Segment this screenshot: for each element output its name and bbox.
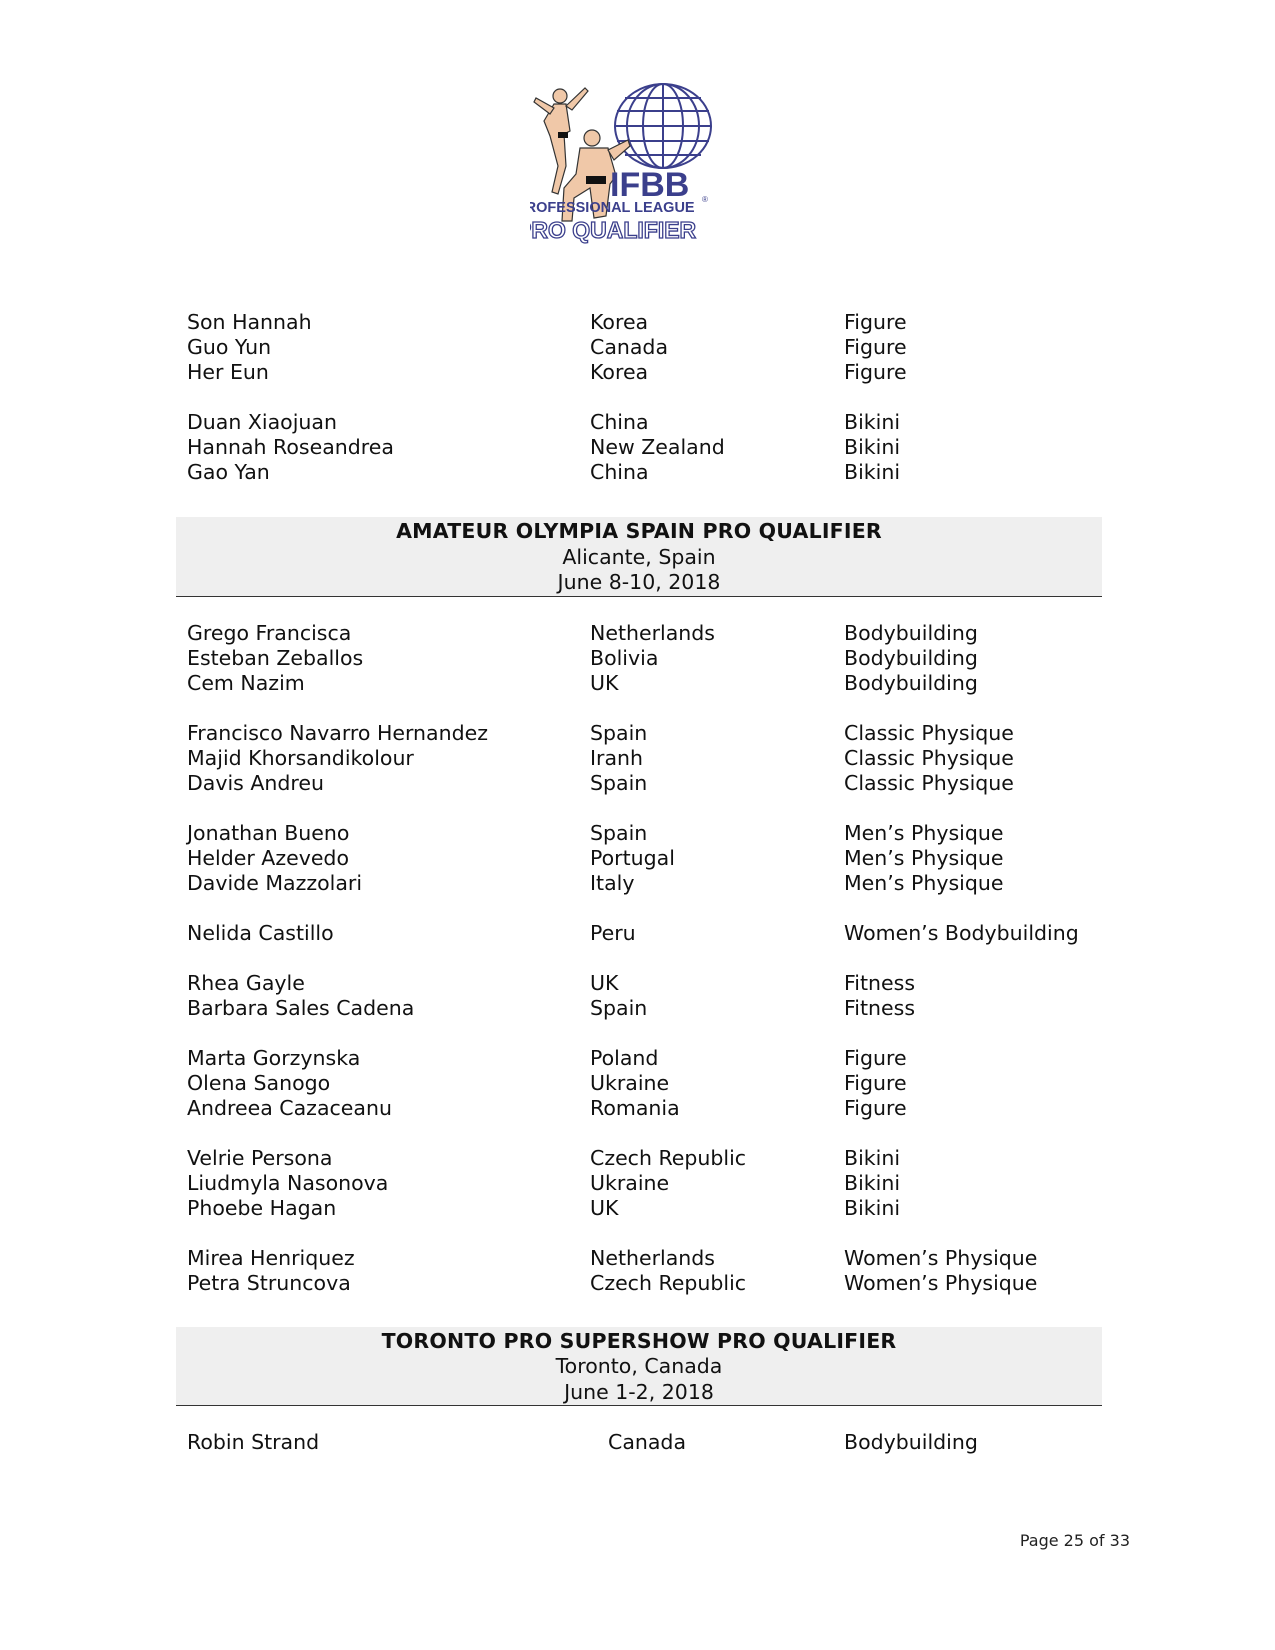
competitor-division: Women’s Bodybuilding: [844, 920, 1079, 945]
result-group: [176, 1046, 1102, 1121]
competitor-division: Men’s Physique: [844, 870, 1004, 895]
competitor-division: Bikini: [844, 1195, 901, 1220]
logo-graphic: [530, 76, 746, 252]
competitor-country: New Zealand: [590, 435, 725, 459]
table-row: [176, 771, 1102, 796]
page-number: Page 25 of 33: [1019, 1531, 1130, 1550]
competitor-name: Robin Strand: [187, 1430, 320, 1454]
competitor-name: Petra Struncova: [187, 1270, 351, 1295]
competitor-name: Mirea Henriquez: [187, 1245, 355, 1270]
competitor-division: Men’s Physique: [844, 820, 1004, 845]
competitor-country: Spain: [590, 820, 648, 845]
group-spacer: [176, 696, 1102, 721]
competitor-name: Grego Francisca: [187, 620, 352, 645]
group-spacer: [176, 1121, 1102, 1146]
event-header: [176, 1327, 1102, 1407]
competitor-name: Majid Khorsandikolour: [187, 745, 414, 770]
group-spacer: [176, 796, 1102, 821]
event2-results: [176, 1430, 1102, 1455]
group-spacer: [176, 385, 1102, 410]
table-row: [176, 846, 1102, 871]
competitor-division: Bikini: [844, 410, 901, 434]
event-location: Alicante, Spain: [562, 544, 716, 569]
group-spacer: [176, 896, 1102, 921]
competitor-country: China: [590, 460, 649, 484]
competitor-division: Figure: [844, 1095, 907, 1120]
event-title: TORONTO PRO SUPERSHOW PRO QUALIFIER: [381, 1328, 897, 1353]
event-header: [176, 517, 1102, 597]
event-date: June 1-2, 2018: [564, 1379, 714, 1404]
event-location: Toronto, Canada: [555, 1354, 723, 1378]
competitor-country: UK: [590, 1195, 619, 1220]
competitor-country: UK: [590, 970, 619, 995]
result-group: [176, 721, 1102, 796]
group-spacer: [176, 1296, 1102, 1321]
competitor-division: Bikini: [844, 460, 901, 484]
competitor-country: Korea: [590, 360, 649, 384]
table-row: [176, 1430, 1102, 1455]
competitor-division: Classic Physique: [844, 770, 1014, 795]
competitor-name: Marta Gorzynska: [187, 1045, 361, 1070]
result-group: [176, 821, 1102, 896]
table-row: [176, 721, 1102, 746]
table-row: [176, 360, 1102, 385]
competitor-country: Iranh: [590, 745, 644, 770]
competitor-division: Women’s Physique: [844, 1270, 1038, 1295]
competitor-country: Canada: [608, 1430, 687, 1454]
competitor-division: Bikini: [844, 1145, 901, 1170]
competitor-division: Figure: [844, 1045, 907, 1070]
competitor-name: Velrie Persona: [187, 1145, 333, 1170]
competitor-division: Classic Physique: [844, 745, 1014, 770]
result-group: [176, 621, 1102, 696]
competitor-name: Liudmyla Nasonova: [187, 1170, 389, 1195]
competitor-country: Portugal: [590, 845, 675, 870]
competitor-name: Son Hannah: [187, 310, 312, 334]
table-row: [176, 460, 1102, 485]
competitor-name: Cem Nazim: [187, 670, 305, 695]
competitor-division: Figure: [844, 1070, 907, 1095]
table-row: [176, 821, 1102, 846]
table-row: [176, 1096, 1102, 1121]
competitor-division: Bikini: [844, 435, 901, 459]
table-row: [176, 921, 1102, 946]
results-content: [176, 310, 1102, 1455]
logo-line3: PRO QUALIFIER: [530, 217, 697, 243]
intro-group-figure: [176, 310, 1102, 385]
competitor-name: Rhea Gayle: [187, 970, 305, 995]
competitor-country: Peru: [590, 920, 636, 945]
competitor-division: Figure: [844, 360, 907, 384]
competitor-name: Her Eun: [187, 360, 269, 384]
result-group: [176, 1246, 1102, 1296]
competitor-division: Women’s Physique: [844, 1245, 1038, 1270]
table-row: [176, 621, 1102, 646]
competitor-division: Bodybuilding: [844, 620, 978, 645]
competitor-name: Helder Azevedo: [187, 845, 349, 870]
table-row: [176, 996, 1102, 1021]
competitor-country: Netherlands: [590, 620, 715, 645]
competitor-country: Spain: [590, 770, 648, 795]
table-row: [176, 310, 1102, 335]
group-spacer: [176, 1221, 1102, 1246]
competitor-country: Canada: [590, 335, 669, 359]
competitor-division: Men’s Physique: [844, 845, 1004, 870]
table-row: [176, 1196, 1102, 1221]
logo-registered-mark: ®: [702, 195, 708, 204]
logo-line1: IFBB: [610, 166, 690, 204]
ifbb-pro-qualifier-logo: [530, 76, 746, 252]
intro-group-bikini: [176, 410, 1102, 485]
competitor-country: Italy: [590, 870, 635, 895]
event-title: AMATEUR OLYMPIA SPAIN PRO QUALIFIER: [396, 519, 882, 543]
table-row: [176, 1246, 1102, 1271]
competitor-division: Figure: [844, 310, 907, 334]
logo-line2: PROFESSIONAL LEAGUE: [530, 200, 695, 216]
competitor-name: Nelida Castillo: [187, 920, 334, 945]
competitor-country: Spain: [590, 995, 648, 1020]
competitor-name: Barbara Sales Cadena: [187, 995, 415, 1020]
competitor-division: Fitness: [844, 995, 915, 1020]
table-row: [176, 410, 1102, 435]
competitor-name: Esteban Zeballos: [187, 645, 364, 670]
event-date: June 8-10, 2018: [557, 570, 721, 594]
competitor-name: Hannah Roseandrea: [187, 435, 394, 459]
competitor-name: Duan Xiaojuan: [187, 410, 337, 434]
competitor-name: Phoebe Hagan: [187, 1195, 337, 1220]
globe-icon: [615, 84, 711, 168]
competitor-division: Figure: [844, 335, 907, 359]
table-row: [176, 1046, 1102, 1071]
competitor-division: Bikini: [844, 1170, 901, 1195]
competitor-name: Olena Sanogo: [187, 1070, 331, 1095]
competitor-division: Fitness: [844, 970, 915, 995]
competitor-name: Davide Mazzolari: [187, 870, 363, 895]
competitor-country: Poland: [590, 1045, 659, 1070]
table-row: [176, 435, 1102, 460]
table-row: [176, 335, 1102, 360]
competitor-country: Spain: [590, 720, 648, 745]
competitor-name: Jonathan Bueno: [187, 820, 350, 845]
table-row: [176, 671, 1102, 696]
result-group: [176, 921, 1102, 946]
competitor-country: Bolivia: [590, 645, 659, 670]
competitor-name: Francisco Navarro Hernandez: [187, 720, 488, 745]
competitor-country: Netherlands: [590, 1245, 715, 1270]
table-row: [176, 646, 1102, 671]
table-row: [176, 971, 1102, 996]
table-row: [176, 1071, 1102, 1096]
table-row: [176, 746, 1102, 771]
competitor-name: Davis Andreu: [187, 770, 324, 795]
event1-results: [176, 621, 1102, 1296]
competitor-country: Ukraine: [590, 1070, 670, 1095]
competitor-division: Bodybuilding: [844, 1430, 978, 1454]
competitor-name: Gao Yan: [187, 460, 270, 484]
competitor-country: Romania: [590, 1095, 680, 1120]
competitor-name: Guo Yun: [187, 335, 272, 359]
table-row: [176, 871, 1102, 896]
competitor-country: Czech Republic: [590, 1270, 747, 1295]
table-row: [176, 1171, 1102, 1196]
competitor-division: Bodybuilding: [844, 645, 978, 670]
competitor-country: China: [590, 410, 649, 434]
competitor-country: Czech Republic: [590, 1145, 747, 1170]
group-spacer: [176, 1021, 1102, 1046]
competitor-name: Andreea Cazaceanu: [187, 1095, 392, 1120]
competitor-country: Korea: [590, 310, 649, 334]
group-spacer: [176, 946, 1102, 971]
competitor-country: Ukraine: [590, 1170, 670, 1195]
result-group: [176, 1146, 1102, 1221]
competitor-division: Classic Physique: [844, 720, 1014, 745]
group-spacer: [176, 485, 1102, 510]
result-group: [176, 971, 1102, 1021]
table-row: [176, 1146, 1102, 1171]
table-row: [176, 1271, 1102, 1296]
competitor-country: UK: [590, 670, 619, 695]
competitor-division: Bodybuilding: [844, 670, 978, 695]
